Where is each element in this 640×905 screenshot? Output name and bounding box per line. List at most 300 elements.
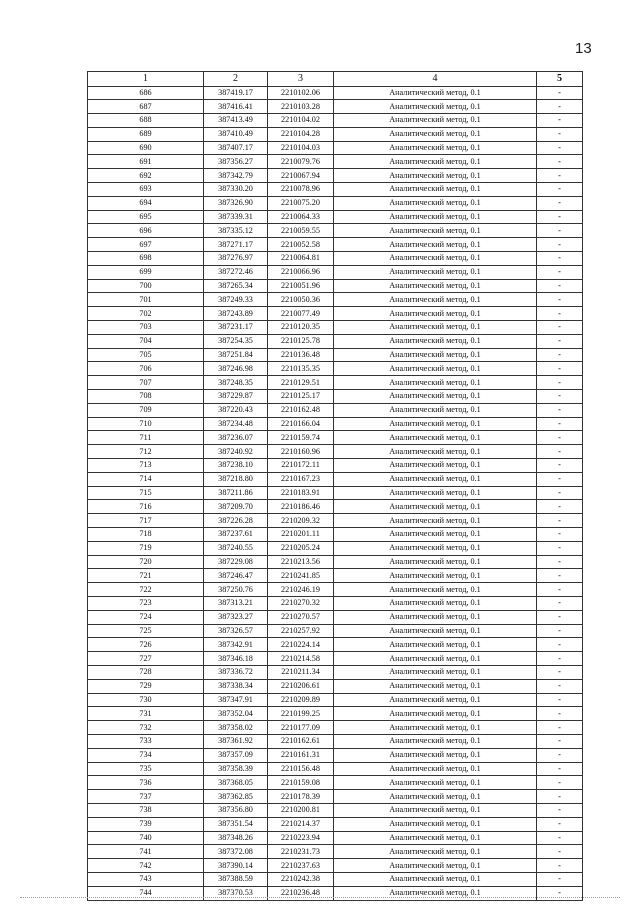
point-number-cell: 742 [88, 859, 204, 873]
table-row [88, 514, 583, 528]
x-coordinate-cell: 387248.35 [204, 376, 268, 390]
method-cell: Аналитический метод, 0.1 [334, 224, 537, 238]
x-coordinate-cell: 387390.14 [204, 859, 268, 873]
table-row [88, 472, 583, 486]
point-number-cell: 697 [88, 238, 204, 252]
method-cell: Аналитический метод, 0.1 [334, 500, 537, 514]
point-number-cell: 688 [88, 114, 204, 128]
method-cell: Аналитический метод, 0.1 [334, 307, 537, 321]
error-cell: - [537, 638, 583, 652]
table-row [88, 652, 583, 666]
x-coordinate-cell: 387388.59 [204, 872, 268, 886]
table-row [88, 528, 583, 542]
error-cell: - [537, 610, 583, 624]
point-number-cell: 716 [88, 500, 204, 514]
column-header-2: 2 [204, 72, 268, 87]
table-row [88, 734, 583, 748]
method-cell: Аналитический метод, 0.1 [334, 776, 537, 790]
table-row [88, 321, 583, 335]
y-coordinate-cell: 2210246.19 [268, 583, 334, 597]
table-row [88, 776, 583, 790]
point-number-cell: 709 [88, 403, 204, 417]
error-cell: - [537, 169, 583, 183]
y-coordinate-cell: 2210156.48 [268, 762, 334, 776]
x-coordinate-cell: 387372.08 [204, 845, 268, 859]
x-coordinate-cell: 387336.72 [204, 665, 268, 679]
table-row [88, 748, 583, 762]
method-cell: Аналитический метод, 0.1 [334, 790, 537, 804]
point-number-cell: 721 [88, 569, 204, 583]
error-cell: - [537, 390, 583, 404]
y-coordinate-cell: 2210064.81 [268, 252, 334, 266]
point-number-cell: 727 [88, 652, 204, 666]
method-cell: Аналитический метод, 0.1 [334, 238, 537, 252]
table-row [88, 762, 583, 776]
method-cell: Аналитический метод, 0.1 [334, 859, 537, 873]
x-coordinate-cell: 387419.17 [204, 86, 268, 100]
point-number-cell: 714 [88, 472, 204, 486]
y-coordinate-cell: 2210177.09 [268, 721, 334, 735]
table-row [88, 114, 583, 128]
error-cell: - [537, 500, 583, 514]
table-row [88, 210, 583, 224]
table-row [88, 224, 583, 238]
method-cell: Аналитический метод, 0.1 [334, 376, 537, 390]
x-coordinate-cell: 387352.04 [204, 707, 268, 721]
method-cell: Аналитический метод, 0.1 [334, 169, 537, 183]
method-cell: Аналитический метод, 0.1 [334, 886, 537, 900]
error-cell: - [537, 265, 583, 279]
error-cell: - [537, 831, 583, 845]
error-cell: - [537, 762, 583, 776]
y-coordinate-cell: 2210161.31 [268, 748, 334, 762]
y-coordinate-cell: 2210209.32 [268, 514, 334, 528]
error-cell: - [537, 403, 583, 417]
method-cell: Аналитический метод, 0.1 [334, 183, 537, 197]
x-coordinate-cell: 387240.55 [204, 541, 268, 555]
table-row [88, 100, 583, 114]
method-cell: Аналитический метод, 0.1 [334, 624, 537, 638]
y-coordinate-cell: 2210257.92 [268, 624, 334, 638]
x-coordinate-cell: 387211.86 [204, 486, 268, 500]
x-coordinate-cell: 387218.80 [204, 472, 268, 486]
x-coordinate-cell: 387246.98 [204, 362, 268, 376]
point-number-cell: 728 [88, 665, 204, 679]
error-cell: - [537, 127, 583, 141]
method-cell: Аналитический метод, 0.1 [334, 210, 537, 224]
table-row [88, 845, 583, 859]
point-number-cell: 699 [88, 265, 204, 279]
x-coordinate-cell: 387238.10 [204, 459, 268, 473]
y-coordinate-cell: 2210162.61 [268, 734, 334, 748]
method-cell: Аналитический метод, 0.1 [334, 596, 537, 610]
point-number-cell: 732 [88, 721, 204, 735]
point-number-cell: 701 [88, 293, 204, 307]
column-header-5: 5 [537, 72, 583, 87]
error-cell: - [537, 472, 583, 486]
error-cell: - [537, 652, 583, 666]
point-number-cell: 703 [88, 321, 204, 335]
error-cell: - [537, 624, 583, 638]
x-coordinate-cell: 387229.08 [204, 555, 268, 569]
x-coordinate-cell: 387356.27 [204, 155, 268, 169]
table-header-row [88, 72, 583, 87]
table-row [88, 817, 583, 831]
x-coordinate-cell: 387326.57 [204, 624, 268, 638]
point-number-cell: 695 [88, 210, 204, 224]
table-row [88, 417, 583, 431]
error-cell: - [537, 817, 583, 831]
point-number-cell: 729 [88, 679, 204, 693]
method-cell: Аналитический метод, 0.1 [334, 514, 537, 528]
point-number-cell: 723 [88, 596, 204, 610]
y-coordinate-cell: 2210064.33 [268, 210, 334, 224]
y-coordinate-cell: 2210078.96 [268, 183, 334, 197]
y-coordinate-cell: 2210079.76 [268, 155, 334, 169]
table-row [88, 390, 583, 404]
y-coordinate-cell: 2210052.58 [268, 238, 334, 252]
y-coordinate-cell: 2210077.49 [268, 307, 334, 321]
x-coordinate-cell: 387357.09 [204, 748, 268, 762]
y-coordinate-cell: 2210104.03 [268, 141, 334, 155]
method-cell: Аналитический метод, 0.1 [334, 638, 537, 652]
x-coordinate-cell: 387234.48 [204, 417, 268, 431]
error-cell: - [537, 734, 583, 748]
error-cell: - [537, 886, 583, 900]
x-coordinate-cell: 387323.27 [204, 610, 268, 624]
table-row [88, 169, 583, 183]
table-row [88, 596, 583, 610]
error-cell: - [537, 748, 583, 762]
y-coordinate-cell: 2210136.48 [268, 348, 334, 362]
y-coordinate-cell: 2210270.57 [268, 610, 334, 624]
x-coordinate-cell: 387416.41 [204, 100, 268, 114]
x-coordinate-cell: 387358.39 [204, 762, 268, 776]
method-cell: Аналитический метод, 0.1 [334, 390, 537, 404]
error-cell: - [537, 872, 583, 886]
x-coordinate-cell: 387407.17 [204, 141, 268, 155]
method-cell: Аналитический метод, 0.1 [334, 555, 537, 569]
table-row [88, 127, 583, 141]
error-cell: - [537, 555, 583, 569]
error-cell: - [537, 486, 583, 500]
x-coordinate-cell: 387209.70 [204, 500, 268, 514]
table-row [88, 555, 583, 569]
y-coordinate-cell: 2210167.23 [268, 472, 334, 486]
table-row [88, 803, 583, 817]
x-coordinate-cell: 387339.31 [204, 210, 268, 224]
column-header-4: 4 [334, 72, 537, 87]
point-number-cell: 737 [88, 790, 204, 804]
y-coordinate-cell: 2210214.58 [268, 652, 334, 666]
x-coordinate-cell: 387356.80 [204, 803, 268, 817]
x-coordinate-cell: 387251.84 [204, 348, 268, 362]
y-coordinate-cell: 2210213.56 [268, 555, 334, 569]
y-coordinate-cell: 2210104.02 [268, 114, 334, 128]
error-cell: - [537, 348, 583, 362]
y-coordinate-cell: 2210270.32 [268, 596, 334, 610]
point-number-cell: 689 [88, 127, 204, 141]
x-coordinate-cell: 387276.97 [204, 252, 268, 266]
table-row [88, 859, 583, 873]
table-row [88, 431, 583, 445]
method-cell: Аналитический метод, 0.1 [334, 114, 537, 128]
y-coordinate-cell: 2210075.20 [268, 196, 334, 210]
x-coordinate-cell: 387250.76 [204, 583, 268, 597]
point-number-cell: 712 [88, 445, 204, 459]
point-number-cell: 725 [88, 624, 204, 638]
point-number-cell: 711 [88, 431, 204, 445]
x-coordinate-cell: 387226.28 [204, 514, 268, 528]
point-number-cell: 706 [88, 362, 204, 376]
table-row [88, 500, 583, 514]
x-coordinate-cell: 387229.87 [204, 390, 268, 404]
point-number-cell: 707 [88, 376, 204, 390]
y-coordinate-cell: 2210205.24 [268, 541, 334, 555]
error-cell: - [537, 417, 583, 431]
method-cell: Аналитический метод, 0.1 [334, 541, 537, 555]
error-cell: - [537, 321, 583, 335]
point-number-cell: 719 [88, 541, 204, 555]
method-cell: Аналитический метод, 0.1 [334, 679, 537, 693]
table-row [88, 279, 583, 293]
point-number-cell: 708 [88, 390, 204, 404]
error-cell: - [537, 859, 583, 873]
method-cell: Аналитический метод, 0.1 [334, 279, 537, 293]
y-coordinate-cell: 2210103.28 [268, 100, 334, 114]
error-cell: - [537, 528, 583, 542]
x-coordinate-cell: 387236.07 [204, 431, 268, 445]
point-number-cell: 704 [88, 334, 204, 348]
table-row [88, 362, 583, 376]
x-coordinate-cell: 387313.21 [204, 596, 268, 610]
y-coordinate-cell: 2210199.25 [268, 707, 334, 721]
method-cell: Аналитический метод, 0.1 [334, 652, 537, 666]
method-cell: Аналитический метод, 0.1 [334, 141, 537, 155]
method-cell: Аналитический метод, 0.1 [334, 334, 537, 348]
error-cell: - [537, 541, 583, 555]
y-coordinate-cell: 2210162.48 [268, 403, 334, 417]
x-coordinate-cell: 387362.85 [204, 790, 268, 804]
error-cell: - [537, 210, 583, 224]
table-row [88, 141, 583, 155]
x-coordinate-cell: 387249.33 [204, 293, 268, 307]
y-coordinate-cell: 2210102.06 [268, 86, 334, 100]
error-cell: - [537, 596, 583, 610]
x-coordinate-cell: 387271.17 [204, 238, 268, 252]
method-cell: Аналитический метод, 0.1 [334, 196, 537, 210]
point-number-cell: 692 [88, 169, 204, 183]
table-row [88, 541, 583, 555]
table-row [88, 445, 583, 459]
table-row [88, 624, 583, 638]
table-row [88, 403, 583, 417]
point-number-cell: 733 [88, 734, 204, 748]
table-row [88, 155, 583, 169]
column-header-3: 3 [268, 72, 334, 87]
table-row [88, 86, 583, 100]
y-coordinate-cell: 2210211.34 [268, 665, 334, 679]
error-cell: - [537, 155, 583, 169]
method-cell: Аналитический метод, 0.1 [334, 486, 537, 500]
method-cell: Аналитический метод, 0.1 [334, 707, 537, 721]
table-row [88, 569, 583, 583]
method-cell: Аналитический метод, 0.1 [334, 293, 537, 307]
point-number-cell: 740 [88, 831, 204, 845]
point-number-cell: 696 [88, 224, 204, 238]
footer-divider [20, 897, 620, 899]
y-coordinate-cell: 2210201.11 [268, 528, 334, 542]
point-number-cell: 705 [88, 348, 204, 362]
error-cell: - [537, 114, 583, 128]
table-row [88, 183, 583, 197]
table-row [88, 693, 583, 707]
error-cell: - [537, 790, 583, 804]
table-row [88, 265, 583, 279]
y-coordinate-cell: 2210066.96 [268, 265, 334, 279]
point-number-cell: 710 [88, 417, 204, 431]
error-cell: - [537, 569, 583, 583]
method-cell: Аналитический метод, 0.1 [334, 721, 537, 735]
point-number-cell: 735 [88, 762, 204, 776]
y-coordinate-cell: 2210183.91 [268, 486, 334, 500]
method-cell: Аналитический метод, 0.1 [334, 417, 537, 431]
error-cell: - [537, 238, 583, 252]
method-cell: Аналитический метод, 0.1 [334, 803, 537, 817]
table-row [88, 638, 583, 652]
point-number-cell: 718 [88, 528, 204, 542]
table-row [88, 790, 583, 804]
method-cell: Аналитический метод, 0.1 [334, 762, 537, 776]
y-coordinate-cell: 2210051.96 [268, 279, 334, 293]
error-cell: - [537, 376, 583, 390]
y-coordinate-cell: 2210159.74 [268, 431, 334, 445]
point-number-cell: 722 [88, 583, 204, 597]
y-coordinate-cell: 2210135.35 [268, 362, 334, 376]
method-cell: Аналитический метод, 0.1 [334, 583, 537, 597]
x-coordinate-cell: 387246.47 [204, 569, 268, 583]
x-coordinate-cell: 387370.53 [204, 886, 268, 900]
x-coordinate-cell: 387410.49 [204, 127, 268, 141]
error-cell: - [537, 707, 583, 721]
method-cell: Аналитический метод, 0.1 [334, 362, 537, 376]
point-number-cell: 686 [88, 86, 204, 100]
y-coordinate-cell: 2210178.39 [268, 790, 334, 804]
table-row [88, 252, 583, 266]
x-coordinate-cell: 387240.92 [204, 445, 268, 459]
point-number-cell: 730 [88, 693, 204, 707]
method-cell: Аналитический метод, 0.1 [334, 845, 537, 859]
table-row [88, 665, 583, 679]
x-coordinate-cell: 387346.18 [204, 652, 268, 666]
y-coordinate-cell: 2210206.61 [268, 679, 334, 693]
error-cell: - [537, 293, 583, 307]
method-cell: Аналитический метод, 0.1 [334, 831, 537, 845]
x-coordinate-cell: 387342.79 [204, 169, 268, 183]
x-coordinate-cell: 387330.20 [204, 183, 268, 197]
table-row [88, 459, 583, 473]
x-coordinate-cell: 387351.54 [204, 817, 268, 831]
point-number-cell: 726 [88, 638, 204, 652]
point-number-cell: 734 [88, 748, 204, 762]
y-coordinate-cell: 2210223.94 [268, 831, 334, 845]
y-coordinate-cell: 2210125.17 [268, 390, 334, 404]
point-number-cell: 687 [88, 100, 204, 114]
error-cell: - [537, 679, 583, 693]
method-cell: Аналитический метод, 0.1 [334, 155, 537, 169]
table-row [88, 307, 583, 321]
point-number-cell: 724 [88, 610, 204, 624]
error-cell: - [537, 693, 583, 707]
point-number-cell: 698 [88, 252, 204, 266]
error-cell: - [537, 307, 583, 321]
y-coordinate-cell: 2210120.35 [268, 321, 334, 335]
y-coordinate-cell: 2210166.04 [268, 417, 334, 431]
method-cell: Аналитический метод, 0.1 [334, 321, 537, 335]
error-cell: - [537, 445, 583, 459]
x-coordinate-cell: 387342.91 [204, 638, 268, 652]
point-number-cell: 690 [88, 141, 204, 155]
x-coordinate-cell: 387254.35 [204, 334, 268, 348]
y-coordinate-cell: 2210186.46 [268, 500, 334, 514]
table-row [88, 486, 583, 500]
y-coordinate-cell: 2210059.55 [268, 224, 334, 238]
error-cell: - [537, 776, 583, 790]
table-row [88, 334, 583, 348]
point-number-cell: 693 [88, 183, 204, 197]
method-cell: Аналитический метод, 0.1 [334, 569, 537, 583]
error-cell: - [537, 431, 583, 445]
error-cell: - [537, 583, 583, 597]
point-number-cell: 713 [88, 459, 204, 473]
y-coordinate-cell: 2210160.96 [268, 445, 334, 459]
error-cell: - [537, 721, 583, 735]
table-row [88, 679, 583, 693]
x-coordinate-cell: 387358.02 [204, 721, 268, 735]
x-coordinate-cell: 387348.26 [204, 831, 268, 845]
error-cell: - [537, 252, 583, 266]
y-coordinate-cell: 2210242.38 [268, 872, 334, 886]
table-row [88, 721, 583, 735]
table-row [88, 707, 583, 721]
method-cell: Аналитический метод, 0.1 [334, 403, 537, 417]
y-coordinate-cell: 2210237.63 [268, 859, 334, 873]
table-row [88, 610, 583, 624]
table-row [88, 348, 583, 362]
method-cell: Аналитический метод, 0.1 [334, 817, 537, 831]
x-coordinate-cell: 387347.91 [204, 693, 268, 707]
error-cell: - [537, 334, 583, 348]
error-cell: - [537, 459, 583, 473]
error-cell: - [537, 141, 583, 155]
point-number-cell: 743 [88, 872, 204, 886]
y-coordinate-cell: 2210050.36 [268, 293, 334, 307]
y-coordinate-cell: 2210214.37 [268, 817, 334, 831]
y-coordinate-cell: 2210236.48 [268, 886, 334, 900]
point-number-cell: 731 [88, 707, 204, 721]
method-cell: Аналитический метод, 0.1 [334, 445, 537, 459]
table-row [88, 583, 583, 597]
y-coordinate-cell: 2210159.08 [268, 776, 334, 790]
error-cell: - [537, 224, 583, 238]
method-cell: Аналитический метод, 0.1 [334, 100, 537, 114]
y-coordinate-cell: 2210224.14 [268, 638, 334, 652]
y-coordinate-cell: 2210241.85 [268, 569, 334, 583]
error-cell: - [537, 196, 583, 210]
error-cell: - [537, 845, 583, 859]
method-cell: Аналитический метод, 0.1 [334, 86, 537, 100]
error-cell: - [537, 362, 583, 376]
